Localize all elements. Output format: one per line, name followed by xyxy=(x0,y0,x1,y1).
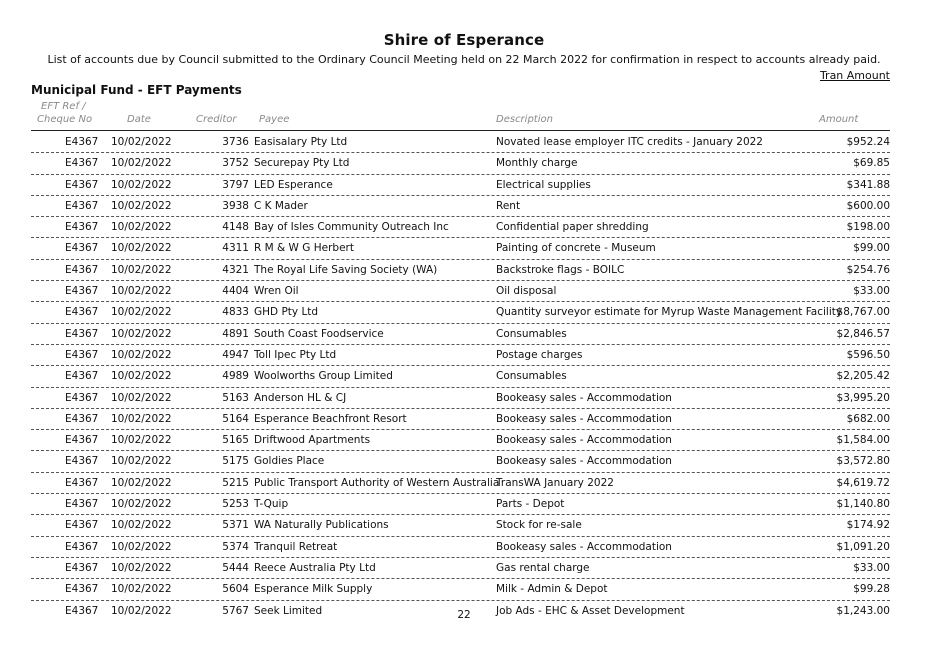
table-row xyxy=(31,238,890,259)
table-row xyxy=(31,132,890,153)
cell-description: Oil disposal xyxy=(496,285,557,298)
cell-ref: E4367 xyxy=(65,199,99,212)
header-date: Date xyxy=(127,114,151,125)
cell-payee: Seek Limited xyxy=(254,604,323,617)
cell-amount: $33.00 xyxy=(853,561,890,574)
cell-description: Confidential paper shredding xyxy=(496,221,649,234)
cell-description: Novated lease employer ITC credits - January 2022 xyxy=(496,136,763,148)
cell-amount: $341.88 xyxy=(846,178,890,191)
fund-heading: Municipal Fund - EFT Payments xyxy=(31,83,242,97)
document-subtitle: List of accounts due by Council submitted to the Ordinary Council Meeting held on 22 March 2022 for confirmation in respect to accounts already paid. xyxy=(47,53,881,66)
cell-creditor: 4148 xyxy=(222,221,249,234)
cell-payee: C K Mader xyxy=(254,199,308,212)
cell-description: Consumables xyxy=(496,370,567,383)
cell-date: 10/02/2022 xyxy=(111,561,172,574)
cell-date: 10/02/2022 xyxy=(111,263,172,276)
cell-amount: $3,995.20 xyxy=(836,391,890,404)
cell-description: Rent xyxy=(496,199,521,212)
table-row xyxy=(31,153,890,174)
cell-ref: E4367 xyxy=(65,327,99,340)
cell-ref: E4367 xyxy=(65,370,99,383)
table-row xyxy=(31,345,890,366)
cell-payee: Tranquil Retreat xyxy=(254,540,338,553)
cell-date: 10/02/2022 xyxy=(111,136,172,148)
cell-amount: $952.24 xyxy=(846,136,890,148)
cell-creditor: 3736 xyxy=(222,136,249,148)
cell-date: 10/02/2022 xyxy=(111,412,172,425)
cell-payee: South Coast Foodservice xyxy=(254,327,384,340)
cell-payee: Goldies Place xyxy=(254,455,325,468)
cell-creditor: 5164 xyxy=(222,412,249,425)
cell-description: TransWA January 2022 xyxy=(496,476,614,489)
cell-date: 10/02/2022 xyxy=(111,157,172,170)
header-description: Description xyxy=(496,114,553,125)
cell-payee: Reece Australia Pty Ltd xyxy=(254,561,376,574)
cell-payee: Public Transport Authority of Western Australia xyxy=(254,476,500,489)
cell-payee: GHD Pty Ltd xyxy=(254,306,319,319)
cell-amount: $254.76 xyxy=(846,263,890,276)
cell-creditor: 3938 xyxy=(222,199,249,212)
cell-payee: Esperance Beachfront Resort xyxy=(254,412,407,425)
cell-description: Monthly charge xyxy=(496,157,578,170)
cell-creditor: 5165 xyxy=(222,434,249,447)
table-row xyxy=(31,473,890,494)
cell-ref: E4367 xyxy=(65,306,99,319)
cell-amount: $69.85 xyxy=(853,157,890,170)
cell-creditor: 4947 xyxy=(222,348,249,361)
header-rule xyxy=(31,130,890,131)
cell-date: 10/02/2022 xyxy=(111,285,172,298)
cell-creditor: 4833 xyxy=(222,306,249,319)
cell-creditor: 4311 xyxy=(222,242,249,255)
cell-creditor: 4891 xyxy=(222,327,249,340)
table-row xyxy=(31,430,890,451)
cell-description: Bookeasy sales - Accommodation xyxy=(496,391,672,404)
page-number: 22 xyxy=(457,609,471,621)
cell-description: Consumables xyxy=(496,327,567,340)
cell-description: Bookeasy sales - Accommodation xyxy=(496,540,672,553)
cell-description: Bookeasy sales - Accommodation xyxy=(496,434,672,447)
cell-amount: $99.28 xyxy=(853,583,890,596)
cell-date: 10/02/2022 xyxy=(111,519,172,532)
cell-creditor: 5163 xyxy=(222,391,249,404)
cell-amount: $174.92 xyxy=(846,519,890,532)
table-row xyxy=(31,175,890,196)
cell-ref: E4367 xyxy=(65,519,99,532)
cell-description: Electrical supplies xyxy=(496,178,591,191)
cell-payee: Anderson HL & CJ xyxy=(254,391,347,404)
header-amount: Amount xyxy=(819,114,859,125)
table-row xyxy=(31,537,890,558)
cell-creditor: 5444 xyxy=(222,561,249,574)
cell-date: 10/02/2022 xyxy=(111,540,172,553)
cell-date: 10/02/2022 xyxy=(111,476,172,489)
cell-amount: $1,140.80 xyxy=(836,498,890,511)
cell-date: 10/02/2022 xyxy=(111,455,172,468)
cell-ref: E4367 xyxy=(65,583,99,596)
cell-amount: $2,205.42 xyxy=(836,370,890,383)
cell-description: Milk - Admin & Depot xyxy=(496,583,608,596)
table-row xyxy=(31,366,890,387)
cell-creditor: 5215 xyxy=(222,476,249,489)
table-row xyxy=(31,409,890,430)
cell-payee: Toll Ipec Pty Ltd xyxy=(254,348,337,361)
cell-ref: E4367 xyxy=(65,540,99,553)
cell-creditor: 4404 xyxy=(222,285,249,298)
cell-ref: E4367 xyxy=(65,434,99,447)
header-ref-line1: EFT Ref / xyxy=(41,101,86,112)
cell-ref: E4367 xyxy=(65,498,99,511)
cell-description: Parts - Depot xyxy=(496,498,565,511)
cell-ref: E4367 xyxy=(65,412,99,425)
cell-creditor: 4321 xyxy=(222,263,249,276)
table-row xyxy=(31,302,890,323)
cell-payee: Easisalary Pty Ltd xyxy=(254,136,348,148)
table-row xyxy=(31,494,890,515)
cell-creditor: 4989 xyxy=(222,370,249,383)
cell-amount: $1,091.20 xyxy=(836,540,890,553)
cell-ref: E4367 xyxy=(65,242,99,255)
table-row xyxy=(31,281,890,302)
cell-date: 10/02/2022 xyxy=(111,327,172,340)
cell-ref: E4367 xyxy=(65,221,99,234)
cell-amount: $33.00 xyxy=(853,285,890,298)
cell-creditor: 3752 xyxy=(222,157,249,170)
cell-amount: $600.00 xyxy=(846,199,890,212)
cell-payee: Woolworths Group Limited xyxy=(254,370,393,383)
cell-date: 10/02/2022 xyxy=(111,434,172,447)
cell-creditor: 5604 xyxy=(222,583,249,596)
column-headers xyxy=(0,101,928,129)
cell-date: 10/02/2022 xyxy=(111,370,172,383)
cell-description: Postage charges xyxy=(496,348,583,361)
table-row xyxy=(31,451,890,472)
cell-creditor: 5175 xyxy=(222,455,249,468)
cell-amount: $4,619.72 xyxy=(836,476,890,489)
cell-description: Bookeasy sales - Accommodation xyxy=(496,455,672,468)
cell-payee: Driftwood Apartments xyxy=(254,434,371,447)
cell-date: 10/02/2022 xyxy=(111,348,172,361)
table-row xyxy=(31,217,890,238)
header-payee: Payee xyxy=(259,114,290,125)
cell-payee: Securepay Pty Ltd xyxy=(254,157,350,170)
cell-amount: $198.00 xyxy=(846,221,890,234)
cell-payee: Esperance Milk Supply xyxy=(254,583,373,596)
table-row xyxy=(31,260,890,281)
cell-ref: E4367 xyxy=(65,348,99,361)
cell-date: 10/02/2022 xyxy=(111,221,172,234)
cell-creditor: 3797 xyxy=(222,178,249,191)
cell-date: 10/02/2022 xyxy=(111,583,172,596)
cell-date: 10/02/2022 xyxy=(111,242,172,255)
cell-description: Quantity surveyor estimate for Myrup Waste Management Facility xyxy=(496,306,843,319)
cell-description: Job Ads - EHC & Asset Development xyxy=(496,604,685,617)
cell-ref: E4367 xyxy=(65,604,99,617)
cell-date: 10/02/2022 xyxy=(111,604,172,617)
header-creditor: Creditor xyxy=(196,114,237,125)
header-ref-line2: Cheque No xyxy=(37,114,93,125)
table-row xyxy=(31,388,890,409)
cell-date: 10/02/2022 xyxy=(111,306,172,319)
table-row xyxy=(31,196,890,217)
cell-ref: E4367 xyxy=(65,285,99,298)
cell-payee: Wren Oil xyxy=(254,285,299,298)
cell-creditor: 5767 xyxy=(222,604,249,617)
cell-amount: $8,767.00 xyxy=(836,306,890,319)
cell-date: 10/02/2022 xyxy=(111,391,172,404)
table-row xyxy=(31,558,890,579)
cell-ref: E4367 xyxy=(65,263,99,276)
table-row xyxy=(31,515,890,536)
cell-amount: $3,572.80 xyxy=(836,455,890,468)
cell-description: Stock for re-sale xyxy=(496,519,582,532)
cell-description: Painting of concrete - Museum xyxy=(496,242,656,255)
cell-payee: WA Naturally Publications xyxy=(254,519,389,532)
cell-amount: $99.00 xyxy=(853,242,890,255)
cell-creditor: 5374 xyxy=(222,540,249,553)
cell-amount: $1,584.00 xyxy=(836,434,890,447)
cell-ref: E4367 xyxy=(65,157,99,170)
cell-ref: E4367 xyxy=(65,455,99,468)
cell-payee: The Royal Life Saving Society (WA) xyxy=(254,263,438,276)
payments-table xyxy=(0,132,928,621)
cell-ref: E4367 xyxy=(65,178,99,191)
tran-amount-label: Tran Amount xyxy=(819,69,890,82)
cell-description: Backstroke flags - BOILC xyxy=(496,263,625,276)
cell-amount: $596.50 xyxy=(846,348,890,361)
cell-description: Gas rental charge xyxy=(496,561,590,574)
cell-creditor: 5253 xyxy=(222,498,249,511)
cell-payee: Bay of Isles Community Outreach Inc xyxy=(254,221,449,234)
cell-ref: E4367 xyxy=(65,391,99,404)
cell-date: 10/02/2022 xyxy=(111,498,172,511)
cell-amount: $682.00 xyxy=(846,412,890,425)
cell-date: 10/02/2022 xyxy=(111,199,172,212)
cell-creditor: 5371 xyxy=(222,519,249,532)
cell-payee: T-Quip xyxy=(254,498,289,511)
document-title: Shire of Esperance xyxy=(383,31,545,49)
table-row xyxy=(31,324,890,345)
table-row xyxy=(31,579,890,600)
cell-ref: E4367 xyxy=(65,136,99,148)
cell-amount: $2,846.57 xyxy=(836,327,890,340)
cell-payee: R M & W G Herbert xyxy=(254,242,354,255)
cell-ref: E4367 xyxy=(65,561,99,574)
cell-date: 10/02/2022 xyxy=(111,178,172,191)
cell-payee: LED Esperance xyxy=(254,178,333,191)
cell-amount: $1,243.00 xyxy=(836,604,890,617)
cell-description: Bookeasy sales - Accommodation xyxy=(496,412,672,425)
cell-ref: E4367 xyxy=(65,476,99,489)
